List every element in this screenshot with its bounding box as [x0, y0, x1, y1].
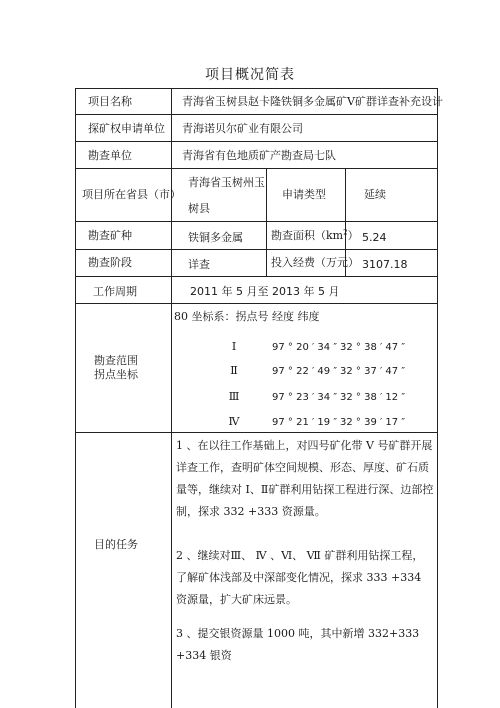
application-type-label: 申请类型 [282, 188, 326, 201]
point-latitude: 32 ° 39 ′ 17 ″ [340, 417, 406, 428]
task-item-3: 3 、提交银资源量 1000 吨，其中新增 332+333 +334 银资 [176, 627, 420, 662]
row-divider [75, 141, 438, 142]
row-divider [75, 249, 438, 250]
point-latitude: 32 ° 37 ′ 47 ″ [340, 366, 406, 377]
location-value-line2: 树县 [188, 202, 210, 215]
project-name-value: 青海省玉树县赵卡隆铁铜多金属矿Ⅴ矿群详查补充设计 [182, 95, 443, 108]
point-latitude: 32 ° 38 ′ 12 ″ [340, 392, 406, 403]
area-value: 5.24 [362, 231, 387, 244]
page-title: 项目概况简表 [205, 67, 295, 83]
row-divider [75, 221, 438, 222]
applicant-value: 青海诺贝尔矿业有限公司 [182, 122, 303, 135]
table-border-left [75, 88, 76, 708]
point-id: Ⅲ [228, 390, 240, 403]
investment-label: 投入经费（万元） [271, 256, 359, 269]
stage-label: 勘查阶段 [88, 256, 132, 269]
point-id: Ⅳ [228, 415, 240, 428]
project-name-label: 项目名称 [88, 95, 132, 108]
point-longitude: 97 ° 23 ′ 34 ″ [272, 392, 338, 403]
point-longitude: 97 ° 20 ′ 34 ″ [272, 342, 338, 353]
row-divider [75, 114, 438, 115]
scope-label-line2: 拐点坐标 [94, 368, 138, 381]
task-item-2: 2 、继续对Ⅲ、 Ⅳ 、Ⅵ、 Ⅶ 矿群利用钻探工程，了解矿体浅部及中深部变化情况，探求 333 +334 资源量，扩大矿床远景。 [176, 549, 424, 606]
table-border-right [437, 88, 438, 708]
stage-value: 详查 [188, 258, 210, 271]
area-unit-superscript: 2 [343, 228, 348, 237]
area-label-close: ） [347, 229, 359, 242]
survey-unit-value: 青海省有色地质矿产勘查局七队 [182, 149, 336, 162]
application-type-value: 延续 [364, 188, 386, 201]
area-label [271, 229, 359, 243]
applicant-label: 探矿权申请单位 [88, 122, 165, 135]
task-item-1: 1 、在以往工作基础上，对四号矿化带 Ⅴ 号矿群开展详查工作，查明矿体空间规模、形态、厚度、矿石质量等，继续对 Ⅰ、Ⅱ矿群利用钻探工程进行深、边部控制，探求 332 +333 资源量。 [176, 439, 434, 518]
period-value: 2011 年 5 月至 2013 年 5 月 [190, 285, 340, 298]
table-border-top [75, 88, 438, 89]
point-id: Ⅱ [230, 364, 238, 377]
scope-label-line1: 勘查范围 [94, 354, 138, 367]
period-label: 工作周期 [93, 285, 137, 298]
row-divider [75, 432, 438, 433]
row-divider [75, 276, 438, 277]
tasks-label: 目的任务 [94, 538, 138, 551]
investment-value: 3107.18 [362, 258, 408, 271]
point-id: Ⅰ [231, 340, 237, 353]
row-divider [75, 303, 438, 304]
location-label: 项目所在省县（市） [82, 188, 181, 201]
area-label-text: 勘查面积（km [271, 229, 344, 242]
point-longitude: 97 ° 21 ′ 19 ″ [272, 417, 338, 428]
point-latitude: 32 ° 38 ′ 47 ″ [340, 342, 406, 353]
mid-column-divider [266, 168, 267, 276]
survey-unit-label: 勘查单位 [88, 149, 132, 162]
coordinates-header: 80 坐标系：拐点号 经度 纬度 [174, 310, 320, 323]
location-value-line1: 青海省玉树州玉 [188, 176, 265, 189]
label-column-divider [171, 88, 172, 708]
minerals-value: 铁铜多金属 [188, 231, 243, 244]
minerals-label: 勘查矿种 [88, 229, 132, 242]
point-longitude: 97 ° 22 ′ 49 ″ [272, 366, 338, 377]
row-divider [75, 168, 438, 169]
